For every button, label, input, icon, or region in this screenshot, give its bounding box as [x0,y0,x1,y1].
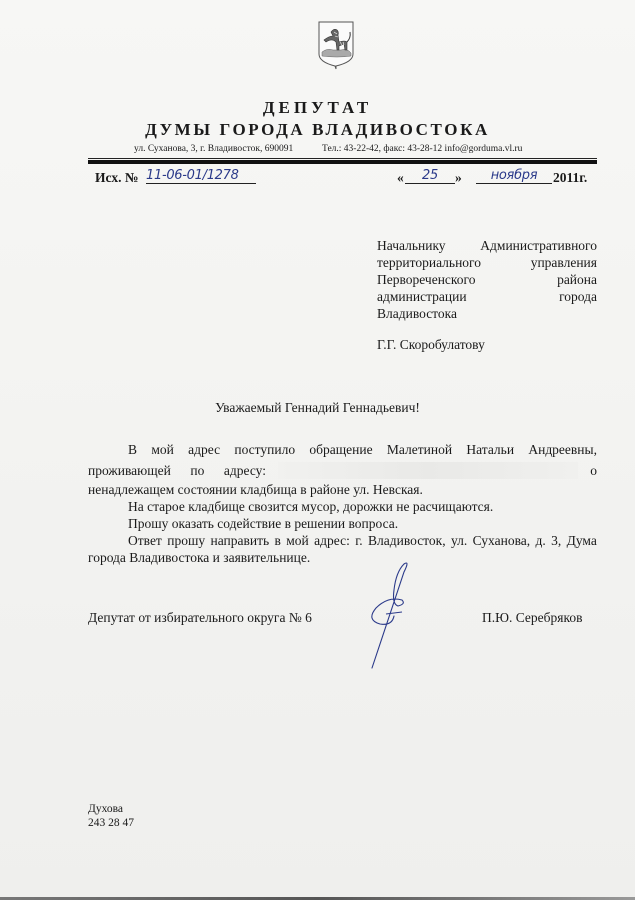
date-year: 2011г. [553,170,588,185]
word: проживающей [88,463,171,478]
letterhead-contacts: Тел.: 43-22-42, факс: 43-28-12 info@gorduma.vl.ru [322,144,523,154]
addressee-word: администрации [377,289,467,304]
addressee-block [377,237,597,322]
word: по [190,463,205,478]
address-prefix [88,462,266,479]
paragraph-3: Прошу оказать содействие в решении вопроса. [128,516,399,531]
addressee-line [377,288,597,305]
word: Дума [566,533,597,548]
header-rule-thin [88,158,597,159]
word: мой [286,533,309,548]
addressee-word: района [557,272,597,287]
executor-name: Духова [88,803,124,815]
paragraph-1-line-3: ненадлежащем состоянии кладбища в районе ул. Невская. [88,482,423,497]
word: адрес: [314,533,350,548]
executor-block [88,802,134,830]
addressee-line [377,254,597,271]
paragraph-4-line-2: города Владивостока и заявительнице. [88,550,311,565]
addressee-line [377,271,597,288]
paragraph-1-line-2 [88,458,597,481]
addressee-word: территориального [377,255,481,270]
word: адрес [188,442,221,457]
word: г. [355,533,363,548]
paragraph-2: На старое кладбище свозится мусор, дорожки не расчищаются. [128,499,494,514]
letterhead-title: ДЕПУТАТ [262,98,373,117]
word: Ответ [128,533,162,548]
word: В [128,442,138,457]
word: Натальи [466,442,515,457]
outgoing-number-label: Исх. № [95,170,139,185]
signer-name: П.Ю. Серебряков [482,610,583,625]
word: Малетиной [386,442,453,457]
word: мой [151,442,174,457]
addressee-word: Владивостока [377,306,458,321]
addressee-word: города [559,289,597,304]
executor-phone: 243 28 47 [88,817,134,829]
addressee-line [377,305,597,322]
handwritten-signature [358,560,428,670]
word: прошу [167,533,206,548]
preposition-o: о [590,463,597,478]
letterhead-subtitle: ДУМЫ ГОРОДА ВЛАДИВОСТОКА [145,120,490,139]
word: Суханова, [472,533,531,548]
word: Владивосток, [368,533,446,548]
paragraph-1-line-1 [88,441,597,458]
letterhead-address: ул. Суханова, 3, г. Владивосток, 690091 [134,144,294,154]
redacted-address [278,462,578,479]
addressee-word: Начальнику [377,238,446,253]
signer-role: Депутат от избирательного округа № 6 [88,610,312,625]
word: д. [535,533,546,548]
word: Андреевны, [528,442,597,457]
word: ул. [450,533,468,548]
word: адресу: [223,463,266,478]
date-day: 25 [405,168,455,184]
addressee-word: Административного [480,238,597,253]
date-month: ноября [476,168,552,184]
date-quote-close: » [455,170,462,185]
addressee-word: управления [530,255,597,270]
outgoing-number: 11-06-01/1278 [146,168,256,184]
paragraph-4-line-1 [88,532,597,549]
addressee-word: Первореченского [377,272,476,287]
greeting: Уважаемый Геннадий Геннадьевич! [215,400,420,415]
coat-of-arms-icon [317,20,355,70]
word: обращение [309,442,373,457]
word: в [274,533,281,548]
recipient-name: Г.Г. Скоробулатову [377,337,485,352]
letter-body [88,441,597,566]
word: 3, [551,533,562,548]
word: направить [210,533,270,548]
date-quote-open: « [397,170,404,185]
addressee-line [377,237,597,254]
header-rule-thick [88,160,597,164]
word: поступило [234,442,296,457]
